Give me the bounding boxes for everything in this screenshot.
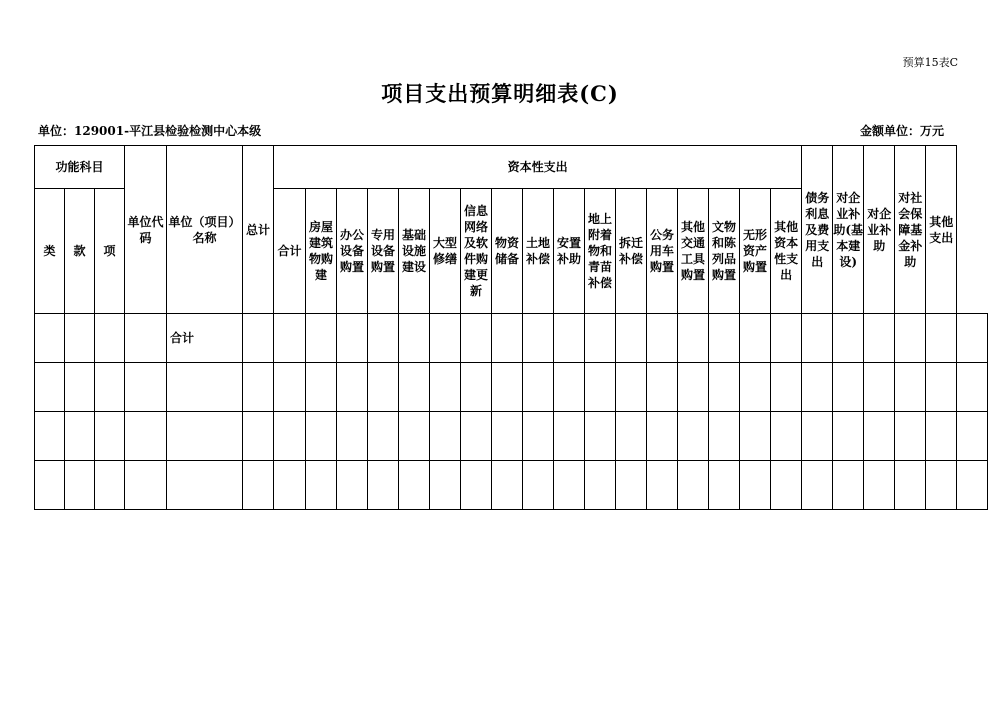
table-cell xyxy=(461,461,492,510)
table-cell xyxy=(678,314,709,363)
cultural-relic-header: 文物和陈列品购置 xyxy=(709,189,740,314)
table-cell xyxy=(306,363,337,412)
table-cell xyxy=(337,461,368,510)
table-row xyxy=(35,412,988,461)
unit-label: 单位：129001-平江县检验检测中心本级 xyxy=(38,124,262,138)
table-cell xyxy=(895,314,926,363)
table-cell xyxy=(430,461,461,510)
table-cell xyxy=(125,461,167,510)
table-cell xyxy=(430,314,461,363)
table-cell xyxy=(95,461,125,510)
unit-name-cell xyxy=(167,461,243,510)
building-purchase-header: 房屋建筑物购建 xyxy=(306,189,337,314)
grand-total-header: 总计 xyxy=(243,146,274,314)
table-cell xyxy=(35,412,65,461)
table-cell xyxy=(492,461,523,510)
table-cell xyxy=(125,363,167,412)
table-cell xyxy=(802,314,833,363)
table-cell xyxy=(368,363,399,412)
table-cell xyxy=(492,412,523,461)
table-cell xyxy=(554,314,585,363)
table-row xyxy=(35,461,988,510)
table-cell xyxy=(647,314,678,363)
table-cell xyxy=(585,363,616,412)
table-cell xyxy=(243,461,274,510)
table-cell xyxy=(65,412,95,461)
table-cell xyxy=(461,363,492,412)
demolition-header: 拆迁补偿 xyxy=(616,189,647,314)
unit-code-header: 单位代码 xyxy=(125,146,167,314)
table-cell xyxy=(709,314,740,363)
table-cell xyxy=(616,314,647,363)
debt-interest-header: 债务利息及费用支出 xyxy=(802,146,833,314)
table-cell xyxy=(678,412,709,461)
table-cell xyxy=(585,412,616,461)
table-cell xyxy=(337,412,368,461)
table-cell xyxy=(864,461,895,510)
other-capital-header: 其他资本性支出 xyxy=(771,189,802,314)
amount-unit-label: 金额单位：万元 xyxy=(859,124,944,138)
table-cell xyxy=(492,314,523,363)
table-cell xyxy=(95,412,125,461)
table-cell xyxy=(306,412,337,461)
table-cell xyxy=(554,363,585,412)
unit-name-header: 单位（项目）名称 xyxy=(167,146,243,314)
table-cell xyxy=(740,363,771,412)
category-header: 类 xyxy=(35,189,65,314)
table-cell xyxy=(957,363,988,412)
table-cell xyxy=(833,412,864,461)
table-cell xyxy=(523,461,554,510)
table-cell xyxy=(957,314,988,363)
table-row xyxy=(35,363,988,412)
table-cell xyxy=(554,461,585,510)
table-cell xyxy=(430,412,461,461)
capital-expenditure-header: 资本性支出 xyxy=(274,146,802,189)
table-cell xyxy=(306,461,337,510)
table-cell xyxy=(399,412,430,461)
other-expenditure-header: 其他支出 xyxy=(926,146,957,314)
table-cell xyxy=(368,461,399,510)
table-cell xyxy=(771,461,802,510)
budget-table xyxy=(34,145,988,510)
table-cell xyxy=(243,314,274,363)
table-cell xyxy=(585,461,616,510)
table-row xyxy=(35,314,988,363)
table-cell xyxy=(771,363,802,412)
table-cell xyxy=(95,363,125,412)
table-cell xyxy=(926,314,957,363)
table-cell xyxy=(492,363,523,412)
table-cell xyxy=(461,314,492,363)
table-cell xyxy=(864,314,895,363)
table-cell xyxy=(709,412,740,461)
table-cell xyxy=(678,461,709,510)
table-cell xyxy=(771,314,802,363)
infrastructure-header: 基础设施建设 xyxy=(399,189,430,314)
section-header: 款 xyxy=(65,189,95,314)
table-cell xyxy=(864,363,895,412)
table-cell xyxy=(864,412,895,461)
table-cell xyxy=(523,412,554,461)
attachment-compensation-header: 地上附着物和青苗补偿 xyxy=(585,189,616,314)
table-cell xyxy=(647,363,678,412)
table-cell xyxy=(709,363,740,412)
resettlement-header: 安置补助 xyxy=(554,189,585,314)
table-cell xyxy=(274,314,306,363)
table-cell xyxy=(125,314,167,363)
table-cell xyxy=(616,363,647,412)
table-cell xyxy=(337,363,368,412)
table-cell xyxy=(274,363,306,412)
enterprise-capital-subsidy-header: 对企业补助(基本建设) xyxy=(833,146,864,314)
table-cell xyxy=(125,412,167,461)
item-header: 项 xyxy=(95,189,125,314)
table-cell xyxy=(35,363,65,412)
table-cell xyxy=(833,314,864,363)
unit-name-cell xyxy=(167,363,243,412)
land-compensation-header: 土地补偿 xyxy=(523,189,554,314)
social-security-subsidy-header: 对社会保障基金补助 xyxy=(895,146,926,314)
table-cell xyxy=(523,314,554,363)
page-title: 项目支出预算明细表(C) xyxy=(381,81,619,106)
table-cell xyxy=(368,412,399,461)
table-cell xyxy=(616,412,647,461)
table-cell xyxy=(895,412,926,461)
unit-name-cell xyxy=(167,412,243,461)
table-cell xyxy=(957,461,988,510)
table-cell xyxy=(647,461,678,510)
table-cell xyxy=(709,461,740,510)
table-cell xyxy=(461,412,492,461)
enterprise-subsidy-header: 对企业补助 xyxy=(864,146,895,314)
intangible-asset-header: 无形资产购置 xyxy=(740,189,771,314)
table-cell xyxy=(678,363,709,412)
table-cell xyxy=(802,412,833,461)
official-vehicle-header: 公务用车购置 xyxy=(647,189,678,314)
table-cell xyxy=(554,412,585,461)
table-cell xyxy=(95,314,125,363)
table-cell xyxy=(740,314,771,363)
table-cell xyxy=(926,412,957,461)
table-cell xyxy=(926,461,957,510)
special-equipment-header: 专用设备购置 xyxy=(368,189,399,314)
table-cell xyxy=(243,363,274,412)
table-cell xyxy=(802,363,833,412)
table-cell xyxy=(306,314,337,363)
table-cell xyxy=(368,314,399,363)
table-number: 预算15表C xyxy=(902,56,958,69)
table-cell xyxy=(771,412,802,461)
table-cell xyxy=(35,314,65,363)
table-cell xyxy=(274,461,306,510)
functional-subject-header: 功能科目 xyxy=(35,146,125,189)
table-cell xyxy=(430,363,461,412)
table-cell xyxy=(337,314,368,363)
table-cell xyxy=(65,314,95,363)
table-cell xyxy=(740,461,771,510)
table-cell xyxy=(399,363,430,412)
major-repair-header: 大型修缮 xyxy=(430,189,461,314)
table-cell xyxy=(399,314,430,363)
table-cell xyxy=(616,461,647,510)
office-equipment-header: 办公设备购置 xyxy=(337,189,368,314)
table-cell xyxy=(740,412,771,461)
table-cell xyxy=(65,363,95,412)
table-cell xyxy=(274,412,306,461)
table-cell xyxy=(895,461,926,510)
other-vehicle-header: 其他交通工具购置 xyxy=(678,189,709,314)
table-cell xyxy=(802,461,833,510)
table-cell xyxy=(35,461,65,510)
it-network-header: 信息网络及软件购建更新 xyxy=(461,189,492,314)
table-cell xyxy=(926,363,957,412)
table-cell xyxy=(833,461,864,510)
table-cell xyxy=(585,314,616,363)
table-cell xyxy=(957,412,988,461)
capital-subtotal-header: 合计 xyxy=(274,189,306,314)
table-cell xyxy=(523,363,554,412)
table-cell xyxy=(65,461,95,510)
table-cell xyxy=(399,461,430,510)
table-cell xyxy=(895,363,926,412)
unit-name-cell: 合计 xyxy=(167,314,243,363)
material-reserve-header: 物资储备 xyxy=(492,189,523,314)
table-cell xyxy=(833,363,864,412)
table-cell xyxy=(647,412,678,461)
table-cell xyxy=(243,412,274,461)
